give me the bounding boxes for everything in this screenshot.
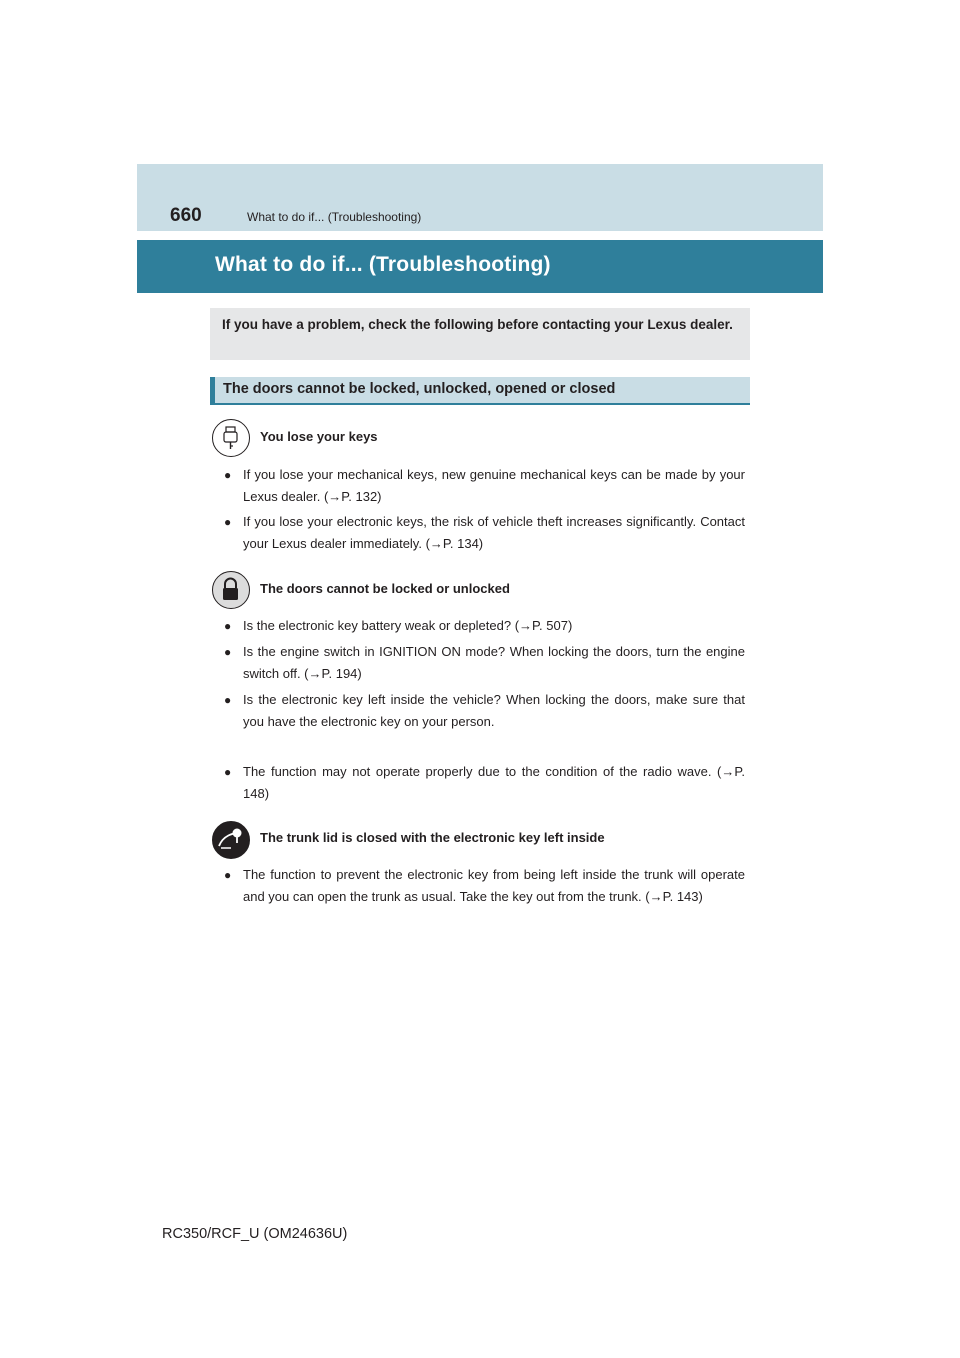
footer-model-code: RC350/RCF_U (OM24636U) — [162, 1226, 348, 1242]
header-band — [137, 164, 823, 231]
list-item: If you lose your mechanical keys, new genuine mechanical keys can be made by your Lexus dealer. (→P. 132) — [243, 467, 745, 504]
trunk-icon — [212, 821, 250, 859]
section-heading-text: The doors cannot be locked, unlocked, opened or closed — [223, 381, 616, 397]
list-item: Is the electronic key left inside the vehicle? When locking the doors, make sure that you have the electronic key on your person. — [243, 692, 745, 729]
section-heading — [210, 377, 750, 405]
list-item: If you lose your electronic keys, the risk of vehicle theft increases significantly. Contact your Lexus dealer immediately. (→P. 134) — [243, 514, 745, 551]
page-number: 660 — [170, 205, 202, 226]
bullet-icon: ● — [224, 645, 232, 659]
bullet-icon: ● — [224, 693, 232, 707]
subsection-label-trunk: The trunk lid is closed with the electronic key left inside — [260, 830, 605, 845]
list-item: The function to prevent the electronic key from being left inside the trunk will operate and you can open the trunk as usual. Take the key out from the trunk. (→P. 143) — [243, 867, 745, 904]
key-icon — [212, 419, 250, 457]
intro-box — [210, 308, 750, 360]
bullet-icon: ● — [224, 515, 232, 529]
bullet-icon: ● — [224, 765, 232, 779]
subsection-label-lock: The doors cannot be locked or unlocked — [260, 581, 510, 596]
bullet-icon: ● — [224, 468, 232, 482]
list-item: Is the engine switch in IGNITION ON mode? When locking the doors, turn the engine switch off. (→P. 194) — [243, 644, 745, 681]
list-item: The function may not operate properly due to the condition of the radio wave. (→P. 148) — [243, 764, 745, 801]
intro-text: If you have a problem, check the following before contacting your Lexus dealer. — [222, 317, 733, 332]
list-item: Is the electronic key battery weak or depleted? (→P. 507) — [243, 618, 573, 633]
subsection-label-keys: You lose your keys — [260, 429, 378, 444]
running-head: What to do if... (Troubleshooting) — [247, 210, 422, 224]
title-bar — [137, 240, 823, 293]
bullet-icon: ● — [224, 868, 232, 882]
lock-icon — [212, 571, 250, 609]
bullet-icon: ● — [224, 619, 232, 633]
page-title: What to do if... (Troubleshooting) — [215, 253, 551, 276]
